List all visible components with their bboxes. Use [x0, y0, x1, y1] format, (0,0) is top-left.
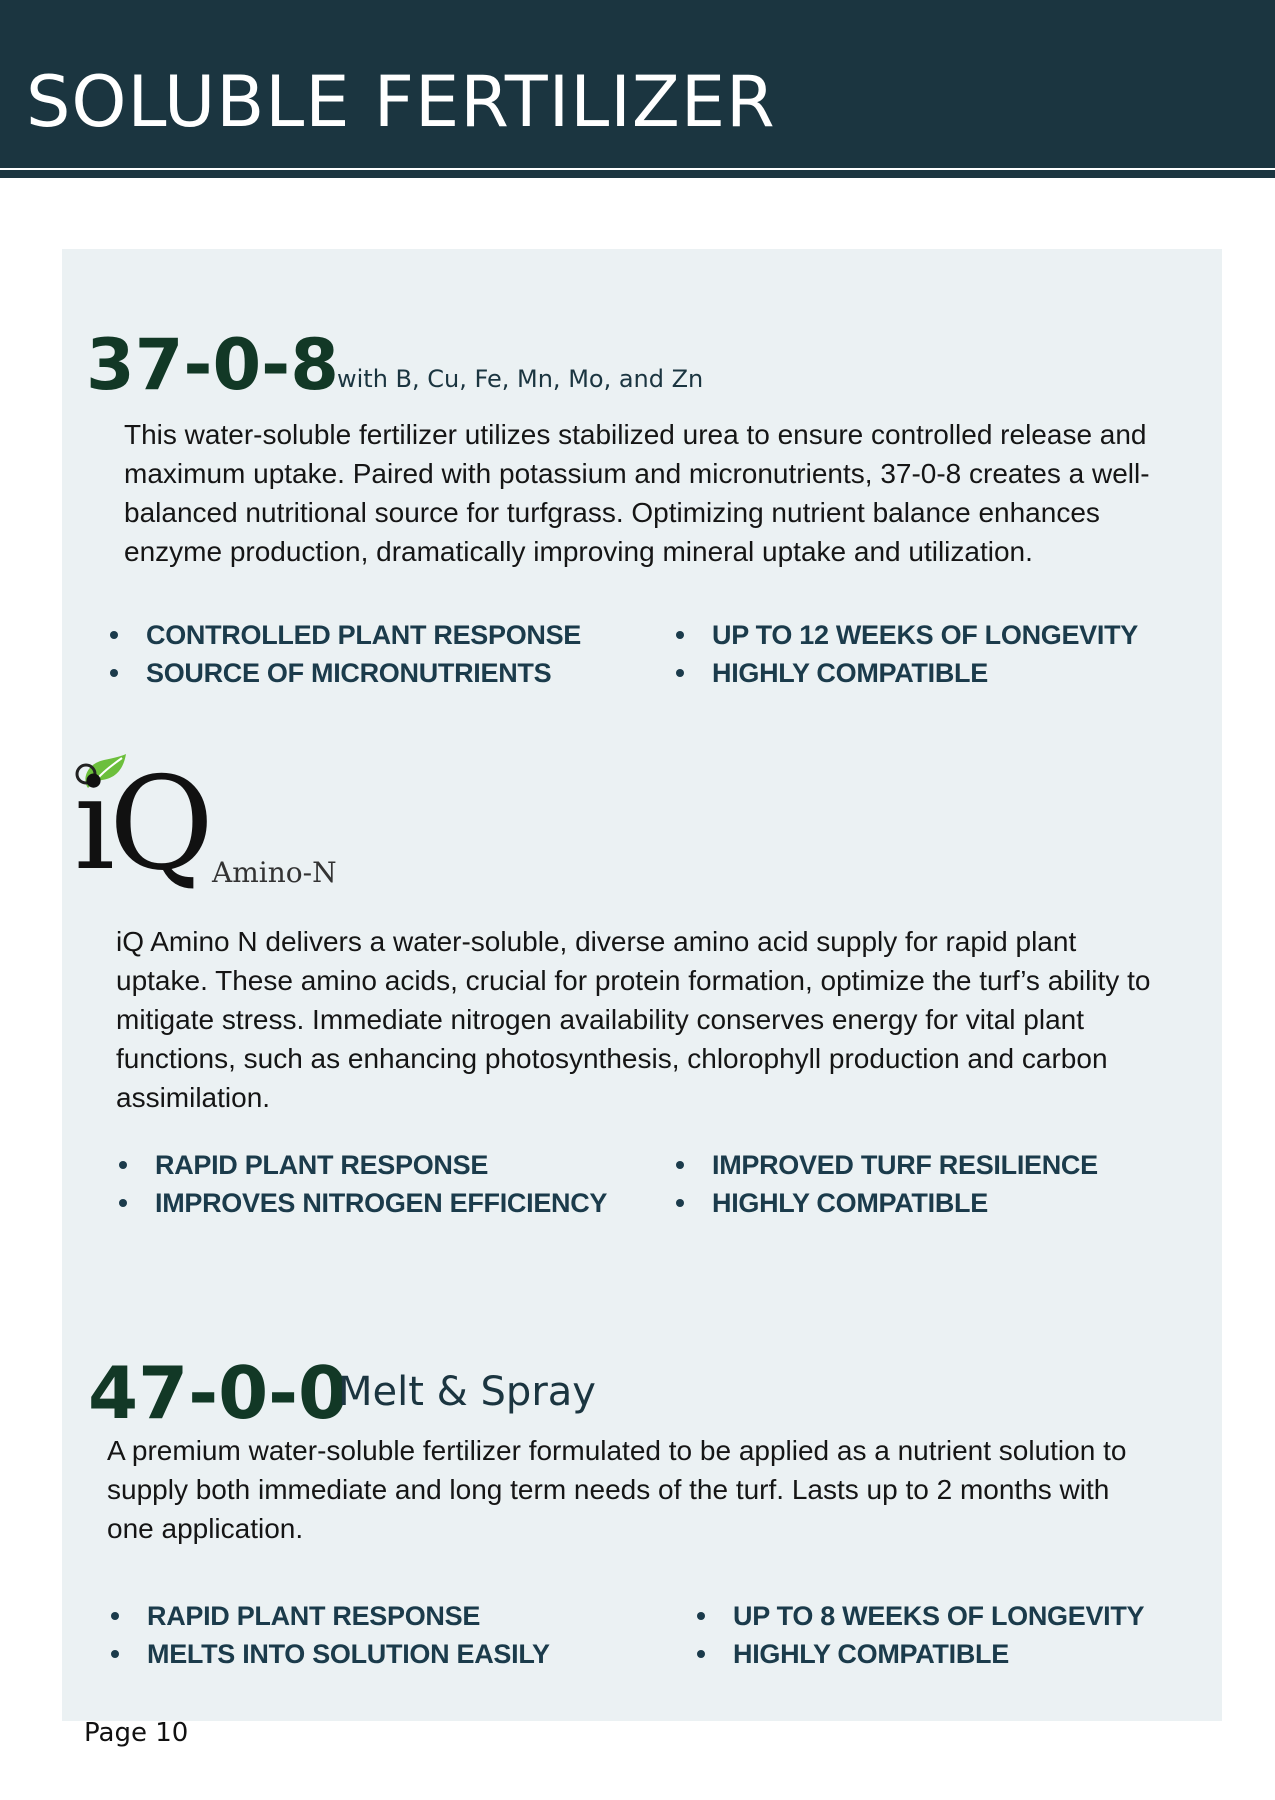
bullet-item: HIGHLY COMPATIBLE: [676, 1184, 1098, 1222]
bullet-icon: [676, 631, 684, 639]
product-description-47-0-0: A premium water-soluble fertilizer formulated to be applied as a nutrient solution to supply both immediate and long term needs of the turf. Lasts up to 2 months with one application.: [107, 1435, 1127, 1544]
product-subtitle-37-0-8: with B, Cu, Fe, Mn, Mo, and Zn: [337, 365, 704, 393]
bullet-icon: [119, 1161, 127, 1169]
product-subtitle-47-0-0: Melt & Spray: [338, 1369, 596, 1415]
page-header: [0, 0, 1275, 168]
bullet-list-left-47-0-0: [111, 1597, 550, 1673]
bullet-icon: [676, 1199, 684, 1207]
product-code-47-0-0: 47-0-0: [88, 1351, 349, 1435]
logo-subtext: Amino-N: [212, 856, 337, 889]
bullet-icon: [676, 1161, 684, 1169]
bullet-item: UP TO 12 WEEKS OF LONGEVITY: [676, 616, 1138, 654]
bullet-item: IMPROVES NITROGEN EFFICIENCY: [119, 1184, 607, 1222]
bullet-item: SOURCE OF MICRONUTRIENTS: [110, 654, 581, 692]
bullet-item: UP TO 8 WEEKS OF LONGEVITY: [697, 1597, 1144, 1635]
logo-wordmark: iQ: [74, 750, 208, 899]
product-description-iq-amino-n: iQ Amino N delivers a water-soluble, diverse amino acid supply for rapid plant uptake. These amino acids, crucial for protein formation, optimize the turf’s ability to mitigate stress. Immediate nitrogen availability conserves energy for vital plant functions, such as enhancing photosynthesis, chlorophyll production and carbon assimilation.: [116, 926, 1151, 1113]
product-description-37-0-8: This water-soluble fertilizer utilizes stabilized urea to ensure controlled release and maximum uptake. Paired with potassium and micronutrients, 37-0-8 creates a well-balanced nutritional source for turfgrass. Optimizing nutrient balance enhances enzyme production, dramatically improving mineral uptake and utilization.: [124, 419, 1150, 567]
bullet-icon: [110, 669, 118, 677]
bullet-item: HIGHLY COMPATIBLE: [676, 654, 1138, 692]
bullet-list-right-47-0-0: [697, 1597, 1144, 1673]
bullet-icon: [111, 1612, 119, 1620]
bullet-icon: [110, 631, 118, 639]
page-number: Page 10: [84, 1718, 189, 1748]
bullet-list-right-37-0-8: [676, 616, 1138, 692]
bullet-icon: [111, 1650, 119, 1658]
header-divider: [0, 170, 1275, 178]
bullet-list-right-iq-amino-n: [676, 1146, 1098, 1222]
bullet-item: IMPROVED TURF RESILIENCE: [676, 1146, 1098, 1184]
bullet-list-left-iq-amino-n: [119, 1146, 607, 1222]
iq-amino-n-logo: [74, 752, 344, 902]
product-code-37-0-8: 37-0-8: [86, 324, 339, 406]
bullet-icon: [697, 1612, 705, 1620]
page-title: SOLUBLE FERTILIZER: [26, 61, 776, 143]
bullet-icon: [676, 669, 684, 677]
bullet-item: CONTROLLED PLANT RESPONSE: [110, 616, 581, 654]
bullet-item: HIGHLY COMPATIBLE: [697, 1635, 1144, 1673]
bullet-item: RAPID PLANT RESPONSE: [119, 1146, 607, 1184]
bullet-icon: [119, 1199, 127, 1207]
bullet-item: MELTS INTO SOLUTION EASILY: [111, 1635, 550, 1673]
bullet-item: RAPID PLANT RESPONSE: [111, 1597, 550, 1635]
bullet-icon: [697, 1650, 705, 1658]
bullet-list-left-37-0-8: [110, 616, 581, 692]
